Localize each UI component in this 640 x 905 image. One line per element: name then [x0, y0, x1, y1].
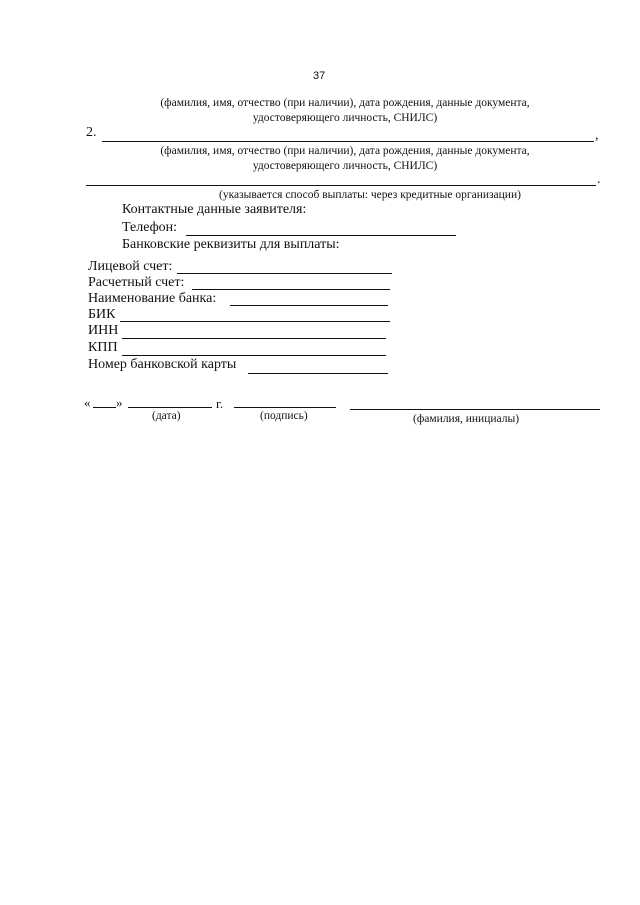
card-number-field-line[interactable] [248, 373, 388, 374]
kpp-label: КПП [88, 340, 118, 355]
date-caption: (дата) [152, 410, 181, 422]
date-day-field-line[interactable] [93, 407, 116, 408]
signature-caption: (подпись) [260, 410, 308, 422]
applicant2-caption-line1: (фамилия, имя, отчество (при наличии), дата рождения, данные документа, [160, 145, 530, 157]
phone-field-line[interactable] [186, 235, 456, 236]
inn-field-line[interactable] [122, 338, 386, 339]
bank-name-field-line[interactable] [230, 305, 388, 306]
payment-method-field-line[interactable] [86, 185, 596, 186]
personal-account-field-line[interactable] [177, 273, 392, 274]
settlement-account-label: Расчетный счет: [88, 275, 185, 290]
bank-details-heading: Банковские реквизиты для выплаты: [122, 237, 340, 252]
kpp-field-line[interactable] [122, 355, 386, 356]
payment-method-caption: (указывается способ выплаты: через кредитные организации) [219, 189, 521, 201]
applicant2-field-line[interactable] [102, 141, 594, 142]
applicant1-caption-line1: (фамилия, имя, отчество (при наличии), дата рождения, данные документа, [160, 97, 530, 109]
bik-field-line[interactable] [120, 321, 390, 322]
applicant1-caption-line2: удостоверяющего личность, СНИЛС) [252, 112, 438, 124]
personal-account-label: Лицевой счет: [88, 259, 173, 274]
applicant2-comma: , [595, 128, 599, 143]
date-month-field-line[interactable] [128, 407, 212, 408]
date-quote-close: » [116, 395, 123, 410]
name-initials-caption: (фамилия, инициалы) [413, 413, 520, 425]
page-number: 37 [313, 70, 326, 82]
phone-label: Телефон: [122, 220, 178, 235]
inn-label: ИНН [88, 323, 119, 338]
bik-label: БИК [88, 307, 116, 322]
date-year-suffix: г. [216, 396, 224, 411]
payment-method-period: . [597, 172, 601, 187]
date-quote-open: « [84, 395, 91, 410]
settlement-account-field-line[interactable] [192, 289, 390, 290]
applicant2-caption-line2: удостоверяющего личность, СНИЛС) [252, 160, 438, 172]
applicant2-number: 2. [86, 125, 97, 140]
contact-heading: Контактные данные заявителя: [122, 202, 307, 217]
card-number-label: Номер банковской карты [88, 357, 237, 372]
name-initials-field-line[interactable] [350, 409, 600, 410]
signature-field-line[interactable] [234, 407, 336, 408]
bank-name-label: Наименование банка: [88, 291, 217, 306]
